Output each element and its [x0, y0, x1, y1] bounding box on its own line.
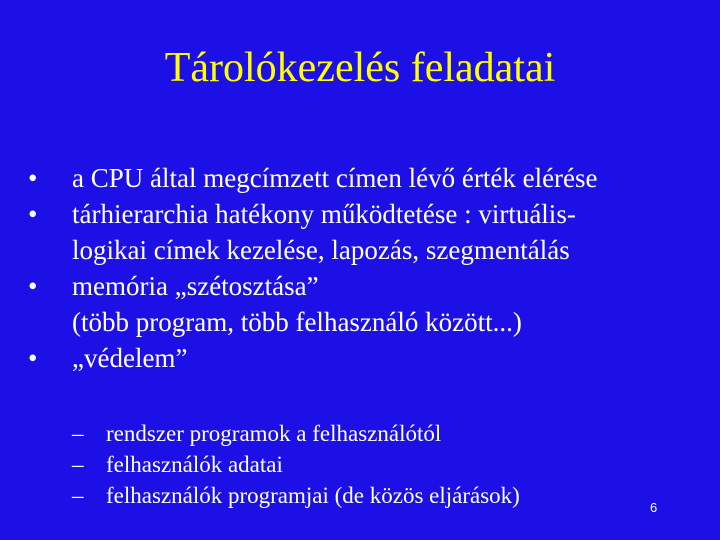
page-number: 6 [650, 500, 658, 515]
bullet-marker: • [28, 343, 38, 373]
sub-bullet-marker: – [72, 483, 84, 508]
bullet-item [28, 268, 708, 340]
bullet-text: tárhierarchia hatékony működtetése : virtuális- [72, 199, 576, 229]
bullet-list [28, 160, 708, 376]
bullet-marker: • [28, 199, 38, 229]
sub-bullet-marker: – [72, 452, 84, 477]
sub-bullet-item [72, 449, 632, 480]
bullet-item [28, 196, 708, 268]
bullet-marker: • [28, 271, 38, 301]
sub-bullet-text: felhasználók programjai (de közös eljárások) [106, 483, 520, 508]
sub-bullet-item [72, 418, 632, 449]
bullet-item [28, 340, 708, 376]
bullet-text: a CPU által megcímzett címen lévő érték elérése [72, 163, 598, 193]
sub-bullet-list [72, 418, 632, 511]
bullet-marker: • [28, 163, 38, 193]
bullet-item [28, 160, 708, 196]
bullet-text-continuation: logikai címek kezelése, lapozás, szegmentálás [72, 235, 570, 265]
bullet-text: memória „szétosztása” [72, 271, 319, 301]
sub-bullet-marker: – [72, 421, 84, 446]
sub-bullet-item [72, 480, 632, 511]
bullet-text-continuation: (több program, több felhasználó között...) [72, 307, 522, 337]
bullet-text: „védelem” [72, 343, 188, 373]
slide-title: Tárolókezelés feladatai [164, 45, 556, 91]
sub-bullet-text: rendszer programok a felhasználótól [106, 421, 442, 446]
sub-bullet-text: felhasználók adatai [106, 452, 283, 477]
